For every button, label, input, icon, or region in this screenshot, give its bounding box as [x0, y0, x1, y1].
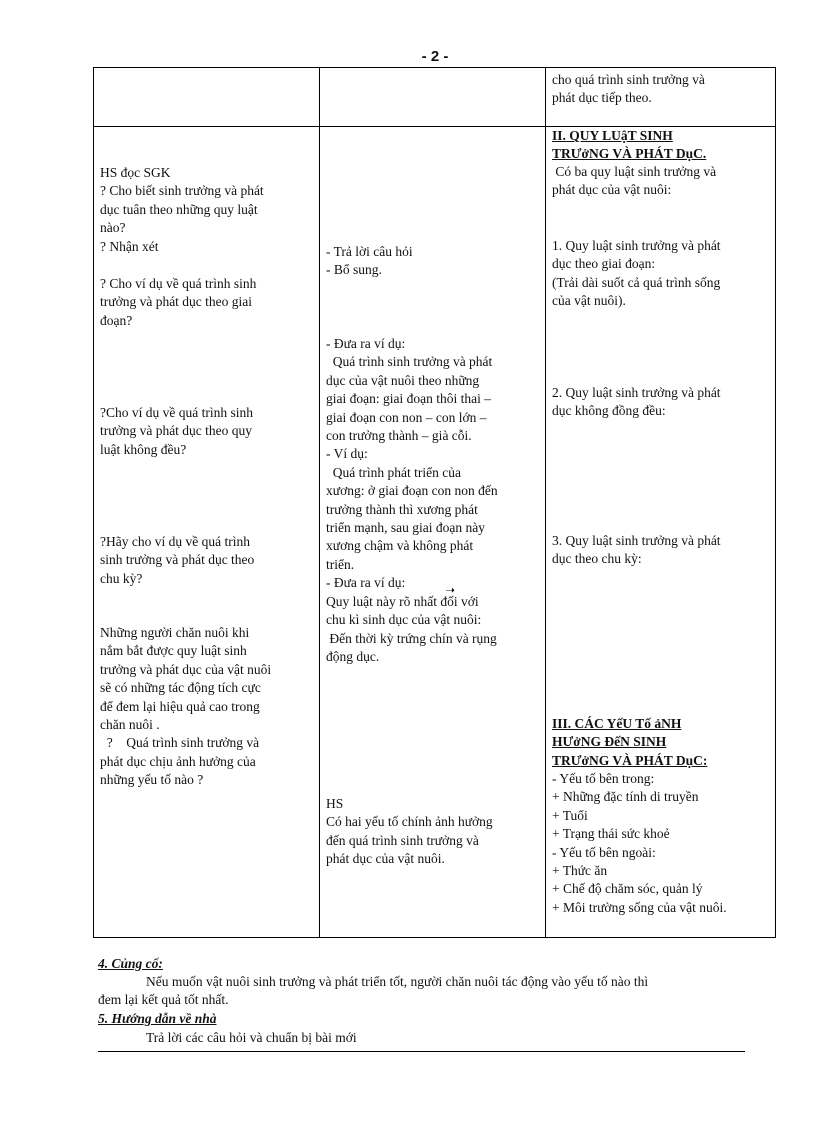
- text-line: nào?: [100, 220, 126, 236]
- teacher-note: [100, 624, 313, 790]
- text-line: HS đọc SGK: [100, 165, 171, 180]
- section-4-heading: 4. Củng cố:: [98, 956, 163, 971]
- text-line: phát dục của vật nuôi.: [326, 851, 445, 867]
- text-line: phát dục chịu ảnh hưởng của: [100, 753, 256, 769]
- text-line: dục theo giai đoạn:: [552, 256, 656, 272]
- text-line: ? Quá trình sinh trưởng và: [100, 735, 260, 751]
- heading-section-3: [552, 715, 769, 770]
- student-activity-cell: [320, 68, 546, 127]
- text-line: để đem lại hiệu quả cao trong: [100, 698, 260, 714]
- text-line: Quá trình sinh trưởng và phát: [326, 354, 493, 370]
- text-line: TRƯởNG VÀ PHÁT DụC.: [552, 146, 707, 162]
- text-line: ?Cho ví dụ về quá trình sinh: [100, 405, 253, 420]
- text-line: + Tuổi: [552, 807, 588, 823]
- section-4-title: [98, 955, 163, 973]
- text-line: cho quá trình sinh trưởng và: [552, 72, 705, 87]
- law-3: [552, 532, 769, 569]
- text-line: + Môi trường sống của vật nuôi.: [552, 899, 727, 915]
- text-line: TRƯởNG VÀ PHÁT DụC:: [552, 752, 708, 768]
- text-line: phát dục của vật nuôi:: [552, 182, 672, 198]
- question-uneven: [100, 404, 313, 459]
- text-line: nắm bắt được quy luật sinh: [100, 643, 247, 659]
- text-line: xương chậm và không phát: [326, 538, 474, 554]
- text-line: - Yếu tố bên trong:: [552, 771, 655, 786]
- law-1: [552, 237, 769, 311]
- text-line: Đến thời kỳ trứng chín và rụng: [326, 630, 497, 646]
- section-4-text-line2: đem lại kết quả tốt nhất.: [98, 992, 229, 1007]
- text-line: - Đưa ra ví dụ:: [326, 575, 406, 591]
- text-line: ? Cho biết sinh trưởng và phát: [100, 183, 264, 199]
- text-line: trưởng thành thì xương phát: [326, 501, 478, 517]
- text-line: sẽ có những tác động tích cực: [100, 680, 261, 696]
- factors-list: [552, 770, 769, 917]
- text-line: - Ví dụ:: [326, 446, 368, 462]
- text-line: + Chế độ chăm sóc, quản lý: [552, 881, 703, 897]
- text-line: - Yếu tố bên ngoài:: [552, 844, 656, 860]
- text-line: của vật nuôi).: [552, 293, 626, 309]
- teacher-activity-cell: [94, 127, 320, 938]
- text-line: chu kỳ?: [100, 570, 143, 586]
- text-line: con trưởng thành – già cỗi.: [326, 428, 472, 444]
- section-5-title: [98, 1010, 216, 1028]
- text-line: 3. Quy luật sinh trưởng và phát: [552, 533, 721, 548]
- text-line: chu kì sinh dục của vật nuôi:: [326, 612, 482, 628]
- section-5-text: Trả lời các câu hỏi và chuẩn bị bài mới: [146, 1030, 357, 1045]
- answer-general: [326, 243, 539, 280]
- text-line: dục không đồng đều:: [552, 403, 666, 419]
- text-line: HS: [326, 796, 344, 811]
- text-line: triển.: [326, 556, 355, 572]
- text-line: dục của vật nuôi theo những: [326, 372, 480, 388]
- text-line: giai đoạn con non – con lớn –: [326, 409, 487, 425]
- text-line: HƯởNG ĐếN SINH: [552, 734, 667, 750]
- question-intro: [100, 164, 313, 256]
- arrow-right-icon: ➝: [445, 583, 456, 597]
- lesson-table: [93, 67, 776, 938]
- text-line: 2. Quy luật sinh trưởng và phát: [552, 385, 721, 400]
- heading-section-2: [552, 127, 769, 164]
- text-line: + Thức ăn: [552, 863, 608, 879]
- text-line: ? Cho ví dụ về quá trình sinh: [100, 276, 257, 291]
- text-line: đến quá trình sinh trưởng và: [326, 832, 479, 848]
- text-line: - Đưa ra ví dụ:: [326, 336, 406, 351]
- law-2: [552, 384, 769, 421]
- text-line: giai đoạn: giai đoạn thôi thai –: [326, 391, 491, 407]
- text-line: chăn nuôi .: [100, 717, 160, 733]
- table-row: [94, 127, 776, 938]
- teacher-activity-cell: [94, 68, 320, 127]
- text-line: - Trả lời câu hỏi: [326, 244, 413, 259]
- text-line: ? Nhận xét: [100, 238, 159, 254]
- student-activity-cell: [320, 127, 546, 938]
- text-line: xương: ở giai đoạn con non đến: [326, 483, 498, 499]
- table-row: [94, 68, 776, 127]
- bottom-divider: [98, 1051, 745, 1052]
- text-line: Những người chăn nuôi khi: [100, 625, 250, 640]
- text-line: Quy luật này rõ nhất đối với: [326, 593, 479, 609]
- content-cell: [546, 68, 776, 127]
- text-line: những yếu tố nào ?: [100, 772, 204, 788]
- answer-factors: [326, 795, 539, 869]
- text-line: + Trạng thái sức khoẻ: [552, 826, 670, 842]
- section-4-text-line1: Nếu muốn vật nuôi sinh trưởng và phát triển tốt, người chăn nuôi tác động vào yếu tố nào thì: [146, 974, 649, 989]
- text-line: Quá trình phát triển của: [326, 464, 461, 480]
- content-cell: [546, 127, 776, 938]
- text-line: luật không đều?: [100, 441, 187, 457]
- text-line: 1. Quy luật sinh trưởng và phát: [552, 238, 721, 253]
- text-line: Có ba quy luật sinh trưởng và: [552, 164, 717, 179]
- text-line: (Trải dài suốt cả quá trình sống: [552, 274, 721, 290]
- section-5-heading: 5. Hướng dẫn về nhà: [98, 1011, 217, 1026]
- text-line: triển mạnh, sau giai đoạn này: [326, 520, 485, 536]
- continued-content: [552, 71, 769, 108]
- text-line: + Những đặc tính di truyền: [552, 789, 699, 805]
- text-line: trưởng và phát dục theo giai: [100, 294, 253, 310]
- page-number: - 2 -: [421, 48, 449, 65]
- laws-intro: [552, 163, 769, 200]
- text-line: dục theo chu kỳ:: [552, 551, 642, 567]
- question-cycle: [100, 533, 313, 588]
- text-line: động dục.: [326, 648, 380, 664]
- question-stages: [100, 275, 313, 330]
- text-line: sinh trưởng và phát dục theo: [100, 552, 255, 568]
- text-line: trưởng và phát dục của vật nuôi: [100, 661, 272, 677]
- text-line: đoạn?: [100, 312, 133, 328]
- answer-examples: [326, 335, 539, 666]
- text-line: Có hai yếu tố chính ảnh hưởng: [326, 814, 493, 830]
- text-line: phát dục tiếp theo.: [552, 90, 652, 106]
- text-line: dục tuân theo những quy luật: [100, 201, 258, 217]
- text-line: ?Hãy cho ví dụ về quá trình: [100, 534, 250, 549]
- text-line: trưởng và phát dục theo quy: [100, 423, 253, 439]
- text-line: II. QUY LUậT SINH: [552, 128, 673, 143]
- text-line: - Bổ sung.: [326, 262, 382, 278]
- text-line: III. CÁC YếU Tố ảNH: [552, 716, 682, 731]
